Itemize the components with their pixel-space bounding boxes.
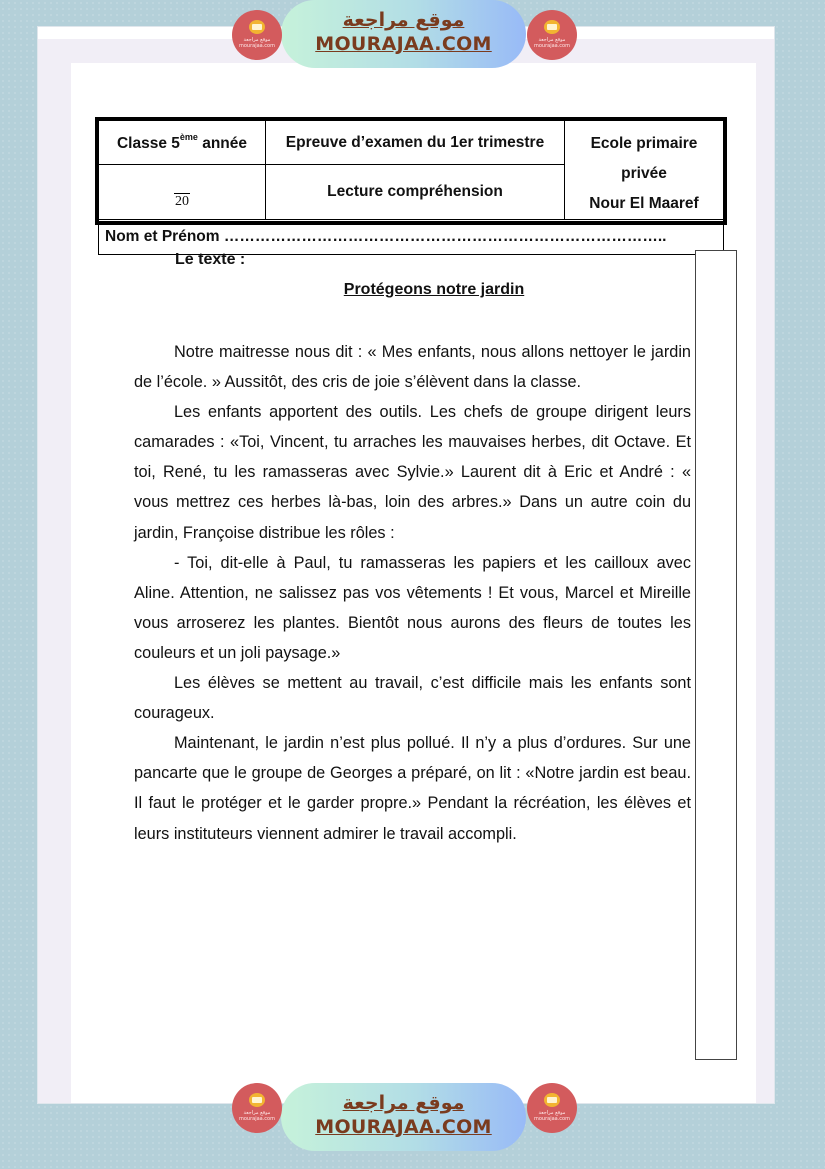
class-level-cell: Classe 5ème année — [99, 121, 266, 165]
text-title: Protégeons notre jardin — [343, 281, 525, 298]
reading-text — [134, 337, 691, 849]
logo-caption: موقع مراجعة mourajaa.com — [238, 37, 275, 49]
banner-site-link[interactable]: MOURAJAA.COM — [315, 33, 492, 55]
paragraph: Les élèves se mettent au travail, c’est difficile mais les enfants sont courageux. — [134, 674, 691, 723]
book-icon — [249, 20, 265, 34]
paragraph: Maintenant, le jardin n’est plus pollué. Il n’y a plus d’ordures. Sur une pancarte que le groupe de Georges a préparé, on lit : «Notre jardin est beau. Il faut le protéger et le garder propre.» Pendant la récréation, les élèves et leurs instituteurs viennent admirer le travail accompli. — [134, 734, 691, 843]
grading-margin-box — [695, 250, 737, 1060]
book-icon — [544, 1093, 560, 1107]
school-name-cell — [565, 121, 724, 220]
logo-caption: موقع مراجعة mourajaa.com — [533, 1110, 570, 1122]
site-logo-right-bottom[interactable] — [527, 1083, 577, 1133]
exam-header-table — [95, 117, 727, 245]
banner-arabic-title[interactable]: موقع مراجعة — [342, 1092, 465, 1114]
banner-site-link[interactable]: MOURAJAA.COM — [315, 1116, 492, 1138]
subject-cell: Lecture compréhension — [266, 165, 565, 220]
score-denominator: 20 — [175, 193, 189, 209]
paragraph: Les enfants apportent des outils. Les chefs de groupe dirigent leurs camarades : «Toi, Vincent, tu arraches les mauvaises herbes, dit Octave. Et toi, René, tu les ramasseras avec Sylvie.» Laurent dit à Eric et André : « vous mettrez ces herbes là-bas, loin des arbres.» Dans un autre coin du jardin, Françoise distribue les rôles : — [134, 403, 691, 542]
book-icon — [544, 20, 560, 34]
score-cell — [99, 165, 266, 220]
section-label: Le texte : — [175, 251, 246, 268]
site-banner-bottom[interactable] — [281, 1083, 526, 1151]
site-banner-top[interactable] — [281, 0, 526, 68]
site-logo-right-top[interactable] — [527, 10, 577, 60]
paragraph: - Toi, dit-elle à Paul, tu ramasseras les papiers et les cailloux avec Aline. Attention, ne salissez pas vos vêtements ! Et vous, Marcel et Mireille vous arroserez les plantes. Bientôt nous aurons des fleurs de toutes les couleurs et un joli paysage.» — [134, 553, 691, 662]
exam-title-cell: Epreuve d’examen du 1er trimestre — [266, 121, 565, 165]
student-name-field[interactable]: Nom et Prénom ………………………………………………………………………….. — [99, 220, 724, 255]
site-logo-left-bottom[interactable] — [232, 1083, 282, 1133]
book-icon — [249, 1093, 265, 1107]
paragraph: Notre maitresse nous dit : « Mes enfants, nous allons nettoyer le jardin de l’école. » Aussitôt, des cris de joie s’élèvent dans la classe. — [134, 343, 691, 392]
banner-arabic-title[interactable]: موقع مراجعة — [342, 9, 465, 31]
school-line-2: Nour El Maaref — [589, 195, 699, 212]
logo-caption: موقع مراجعة mourajaa.com — [533, 37, 570, 49]
site-logo-left-top[interactable] — [232, 10, 282, 60]
school-line-1: Ecole primaire privée — [590, 135, 698, 182]
logo-caption: موقع مراجعة mourajaa.com — [238, 1110, 275, 1122]
